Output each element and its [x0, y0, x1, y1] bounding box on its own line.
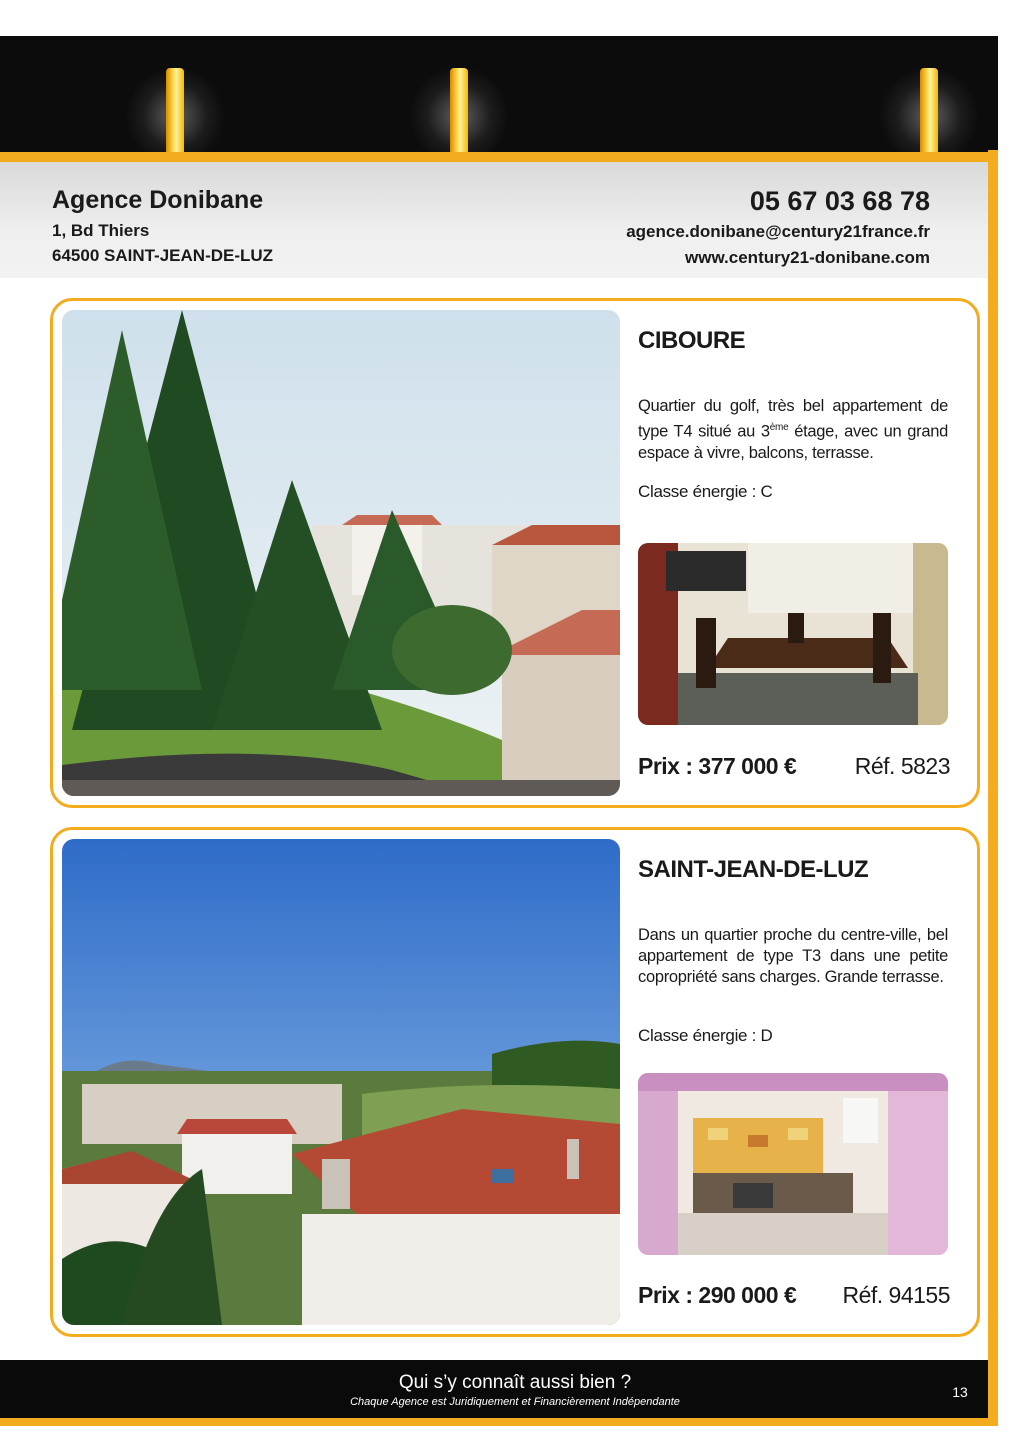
listing-card [50, 298, 980, 808]
listing-city: SAINT-JEAN-DE-LUZ [638, 856, 869, 883]
header-banner [0, 36, 998, 154]
listing-energy-class: Classe énergie : C [638, 482, 773, 501]
footer-disclaimer: Chaque Agence est Juridiquement et Financièrement Indépendante [350, 1396, 680, 1408]
page-frame-bottom [0, 1418, 998, 1426]
listing-main-photo [62, 839, 620, 1325]
page-number: 13 [952, 1384, 968, 1400]
listing-secondary-photo [638, 543, 948, 725]
listing-price: Prix : 377 000 € [638, 753, 797, 779]
listing-reference: Réf. 5823 [854, 753, 950, 779]
footer-slogan: Qui s’y connaît aussi bien ? [398, 1372, 632, 1393]
lamp-icon [404, 36, 514, 154]
listing-price: Prix : 290 000 € [638, 1282, 797, 1308]
agency-address-city: 64500 SAINT-JEAN-DE-LUZ [52, 246, 274, 265]
listing-city: CIBOURE [638, 327, 746, 354]
listing-description: Quartier du golf, très bel appartement de type T4 situé au 3ème étage, avec un grand espace à vivre, balcons, terrasse. [638, 397, 948, 462]
agency-email-link[interactable]: agence.donibane@century21france.fr [626, 222, 930, 241]
listing-description: Dans un quartier proche du centre-ville, bel appartement de type T3 dans une petite copropriété sans charges. Grande terrasse. [638, 926, 948, 986]
lamp-icon [874, 36, 984, 154]
page-frame-right [988, 150, 998, 1425]
agency-name: Agence Donibane [52, 186, 264, 214]
agency-phone[interactable]: 05 67 03 68 78 [749, 186, 930, 216]
agency-address-street: 1, Bd Thiers [52, 221, 150, 240]
header-accent-stripe [0, 152, 998, 162]
listing-card [50, 827, 980, 1337]
lamp-icon [120, 36, 230, 154]
listing-secondary-photo [638, 1073, 948, 1255]
listing-energy-class: Classe énergie : D [638, 1026, 773, 1045]
listing-reference: Réf. 94155 [842, 1282, 950, 1308]
agency-website-link[interactable]: www.century21-donibane.com [685, 248, 930, 267]
listing-main-photo [62, 310, 620, 796]
